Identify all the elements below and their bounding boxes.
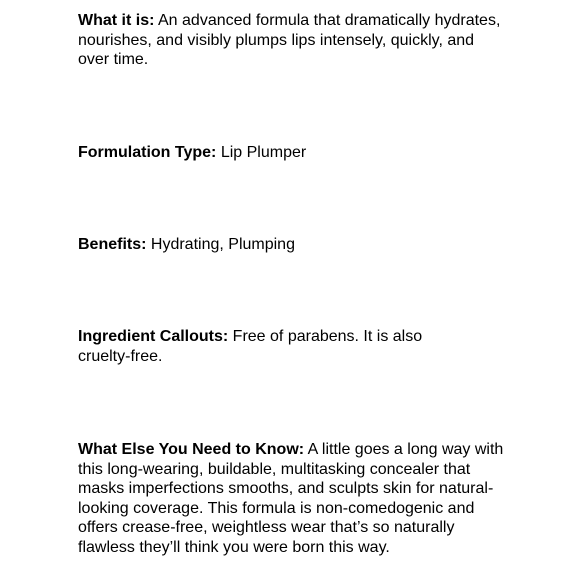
section-label: Formulation Type:	[78, 144, 217, 161]
section-what-it-is	[78, 11, 508, 70]
section-benefits	[78, 235, 508, 255]
section-ingredient-callouts	[78, 327, 458, 366]
section-text: Hydrating, Plumping	[146, 236, 295, 253]
section-label: What it is:	[78, 12, 155, 29]
section-text: Free of parabens. It is also cruelty-free.	[78, 328, 423, 365]
section-label: What Else You Need to Know:	[78, 441, 305, 458]
section-text: A little goes a long way with this long-wearing, buildable, multitasking concealer that masks imperfections smooths, and sculpts skin for natural-looking coverage. This formula is non-comedogenic and offers crease-free, weightless wear that’s so naturally flawless they’ll think you were born this way.	[78, 441, 504, 556]
section-what-else	[78, 440, 508, 558]
section-text: Lip Plumper	[216, 144, 307, 161]
section-label: Ingredient Callouts:	[78, 328, 229, 345]
section-label: Benefits:	[78, 236, 147, 253]
section-text: An advanced formula that dramatically hydrates, nourishes, and visibly plumps lips intensely, quickly, and over time.	[78, 12, 501, 69]
section-formulation-type	[78, 143, 508, 163]
